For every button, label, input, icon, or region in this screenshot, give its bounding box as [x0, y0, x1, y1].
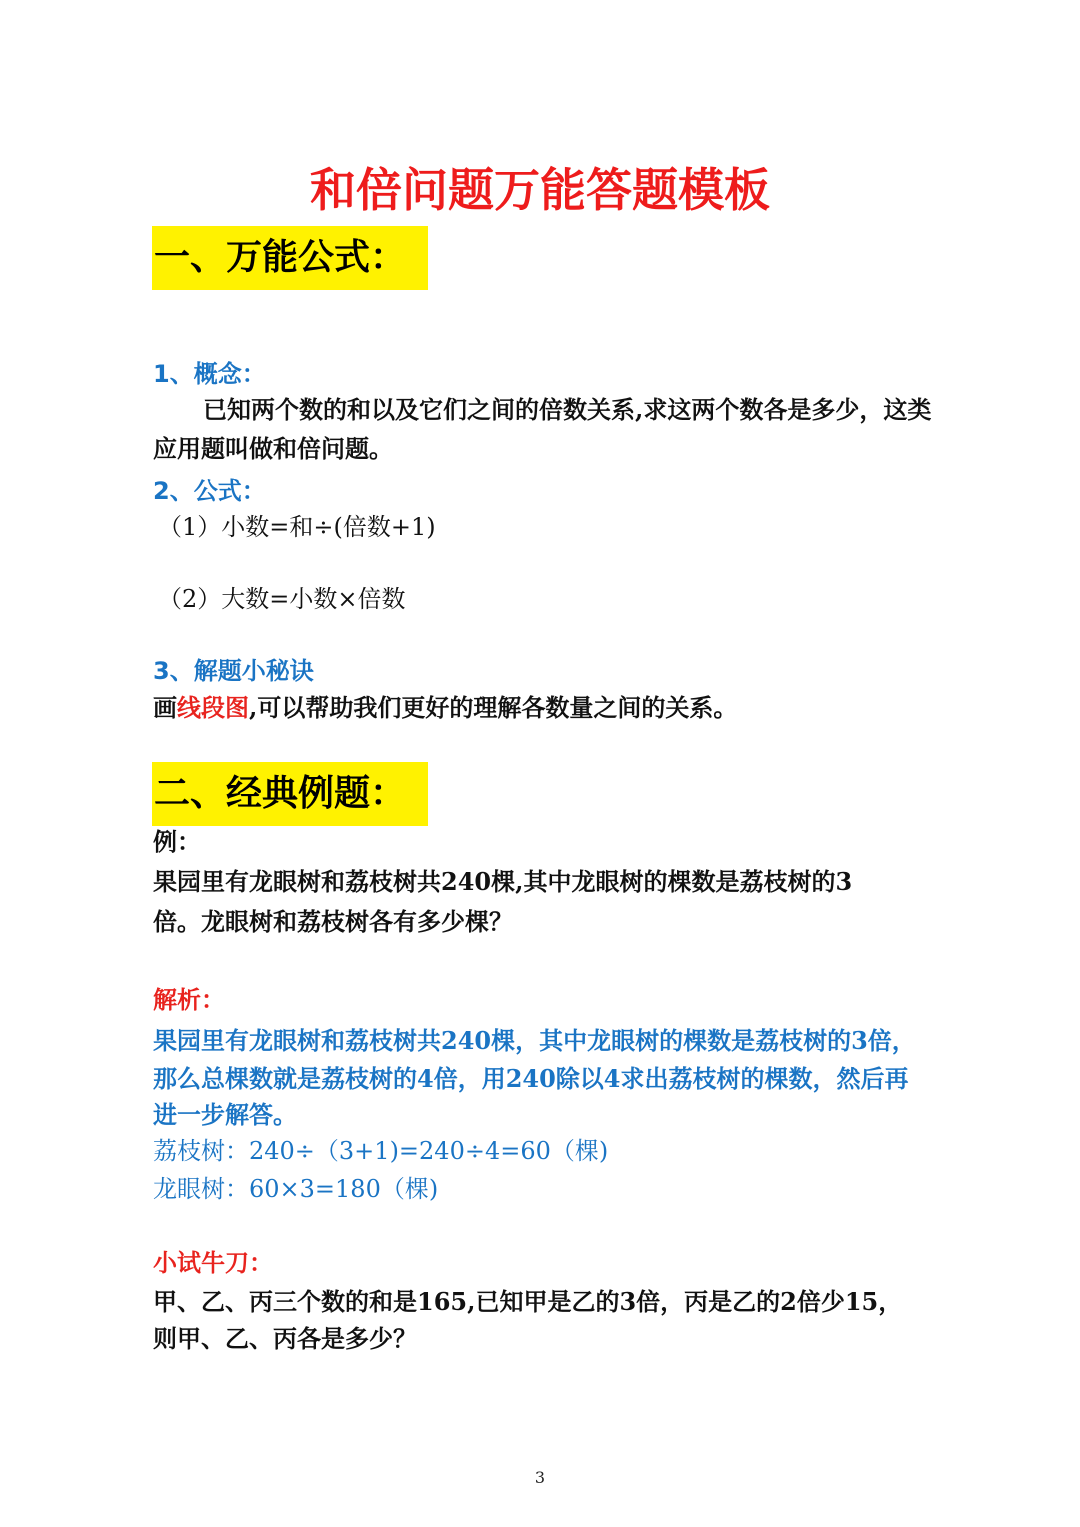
analysis-label: 解析： [153, 985, 225, 1014]
page-title: 和倍问题万能答题模板 [310, 163, 770, 217]
concept-text-line2: 应用题叫做和倍问题。 [153, 434, 393, 463]
analysis-line3: 进一步解答。 [153, 1100, 297, 1129]
example-question-line2: 倍。龙眼树和荔枝树各有多少棵？ [153, 907, 513, 936]
tip-suffix: ,可以帮助我们更好的理解各数量之间的关系。 [249, 693, 738, 722]
tip-prefix: 画 [153, 693, 177, 722]
calc-lychee: 荔枝树：240÷（3+1)=240÷4=60（棵) [153, 1137, 609, 1165]
tip-highlight-line-diagram: 线段图 [177, 693, 249, 722]
practice-question-line2: 则甲、乙、丙各是多少？ [153, 1324, 417, 1353]
analysis-line2: 那么总棵数就是荔枝树的4倍，用240除以4求出荔枝树的棵数，然后再 [153, 1064, 909, 1093]
tip-text [153, 689, 737, 727]
practice-question-line1: 甲、乙、丙三个数的和是165,已知甲是乙的3倍，丙是乙的2倍少15， [153, 1287, 903, 1316]
concept-text-line1: 已知两个数的和以及它们之间的倍数关系,求这两个数各是多少，这类 [203, 395, 932, 424]
concept-label: 1、概念： [153, 360, 266, 388]
formula-large-number: （2）大数=小数×倍数 [158, 585, 406, 613]
calc-longan: 龙眼树：60×3=180（棵) [153, 1175, 439, 1203]
formula-small-number: （1）小数=和÷(倍数+1) [158, 513, 436, 541]
tip-label: 3、解题小秘诀 [153, 657, 314, 685]
formula-label: 2、公式： [153, 477, 266, 505]
section-heading-formula: 一、万能公式： [152, 226, 428, 290]
section-heading-examples: 二、经典例题： [152, 762, 428, 826]
practice-label: 小试牛刀： [153, 1248, 273, 1277]
example-label: 例： [153, 827, 201, 856]
analysis-line1: 果园里有龙眼树和荔枝树共240棵，其中龙眼树的棵数是荔枝树的3倍， [153, 1026, 916, 1055]
page-number: 3 [534, 1468, 546, 1487]
example-question-line1: 果园里有龙眼树和荔枝树共240棵,其中龙眼树的棵数是荔枝树的3 [153, 867, 853, 896]
